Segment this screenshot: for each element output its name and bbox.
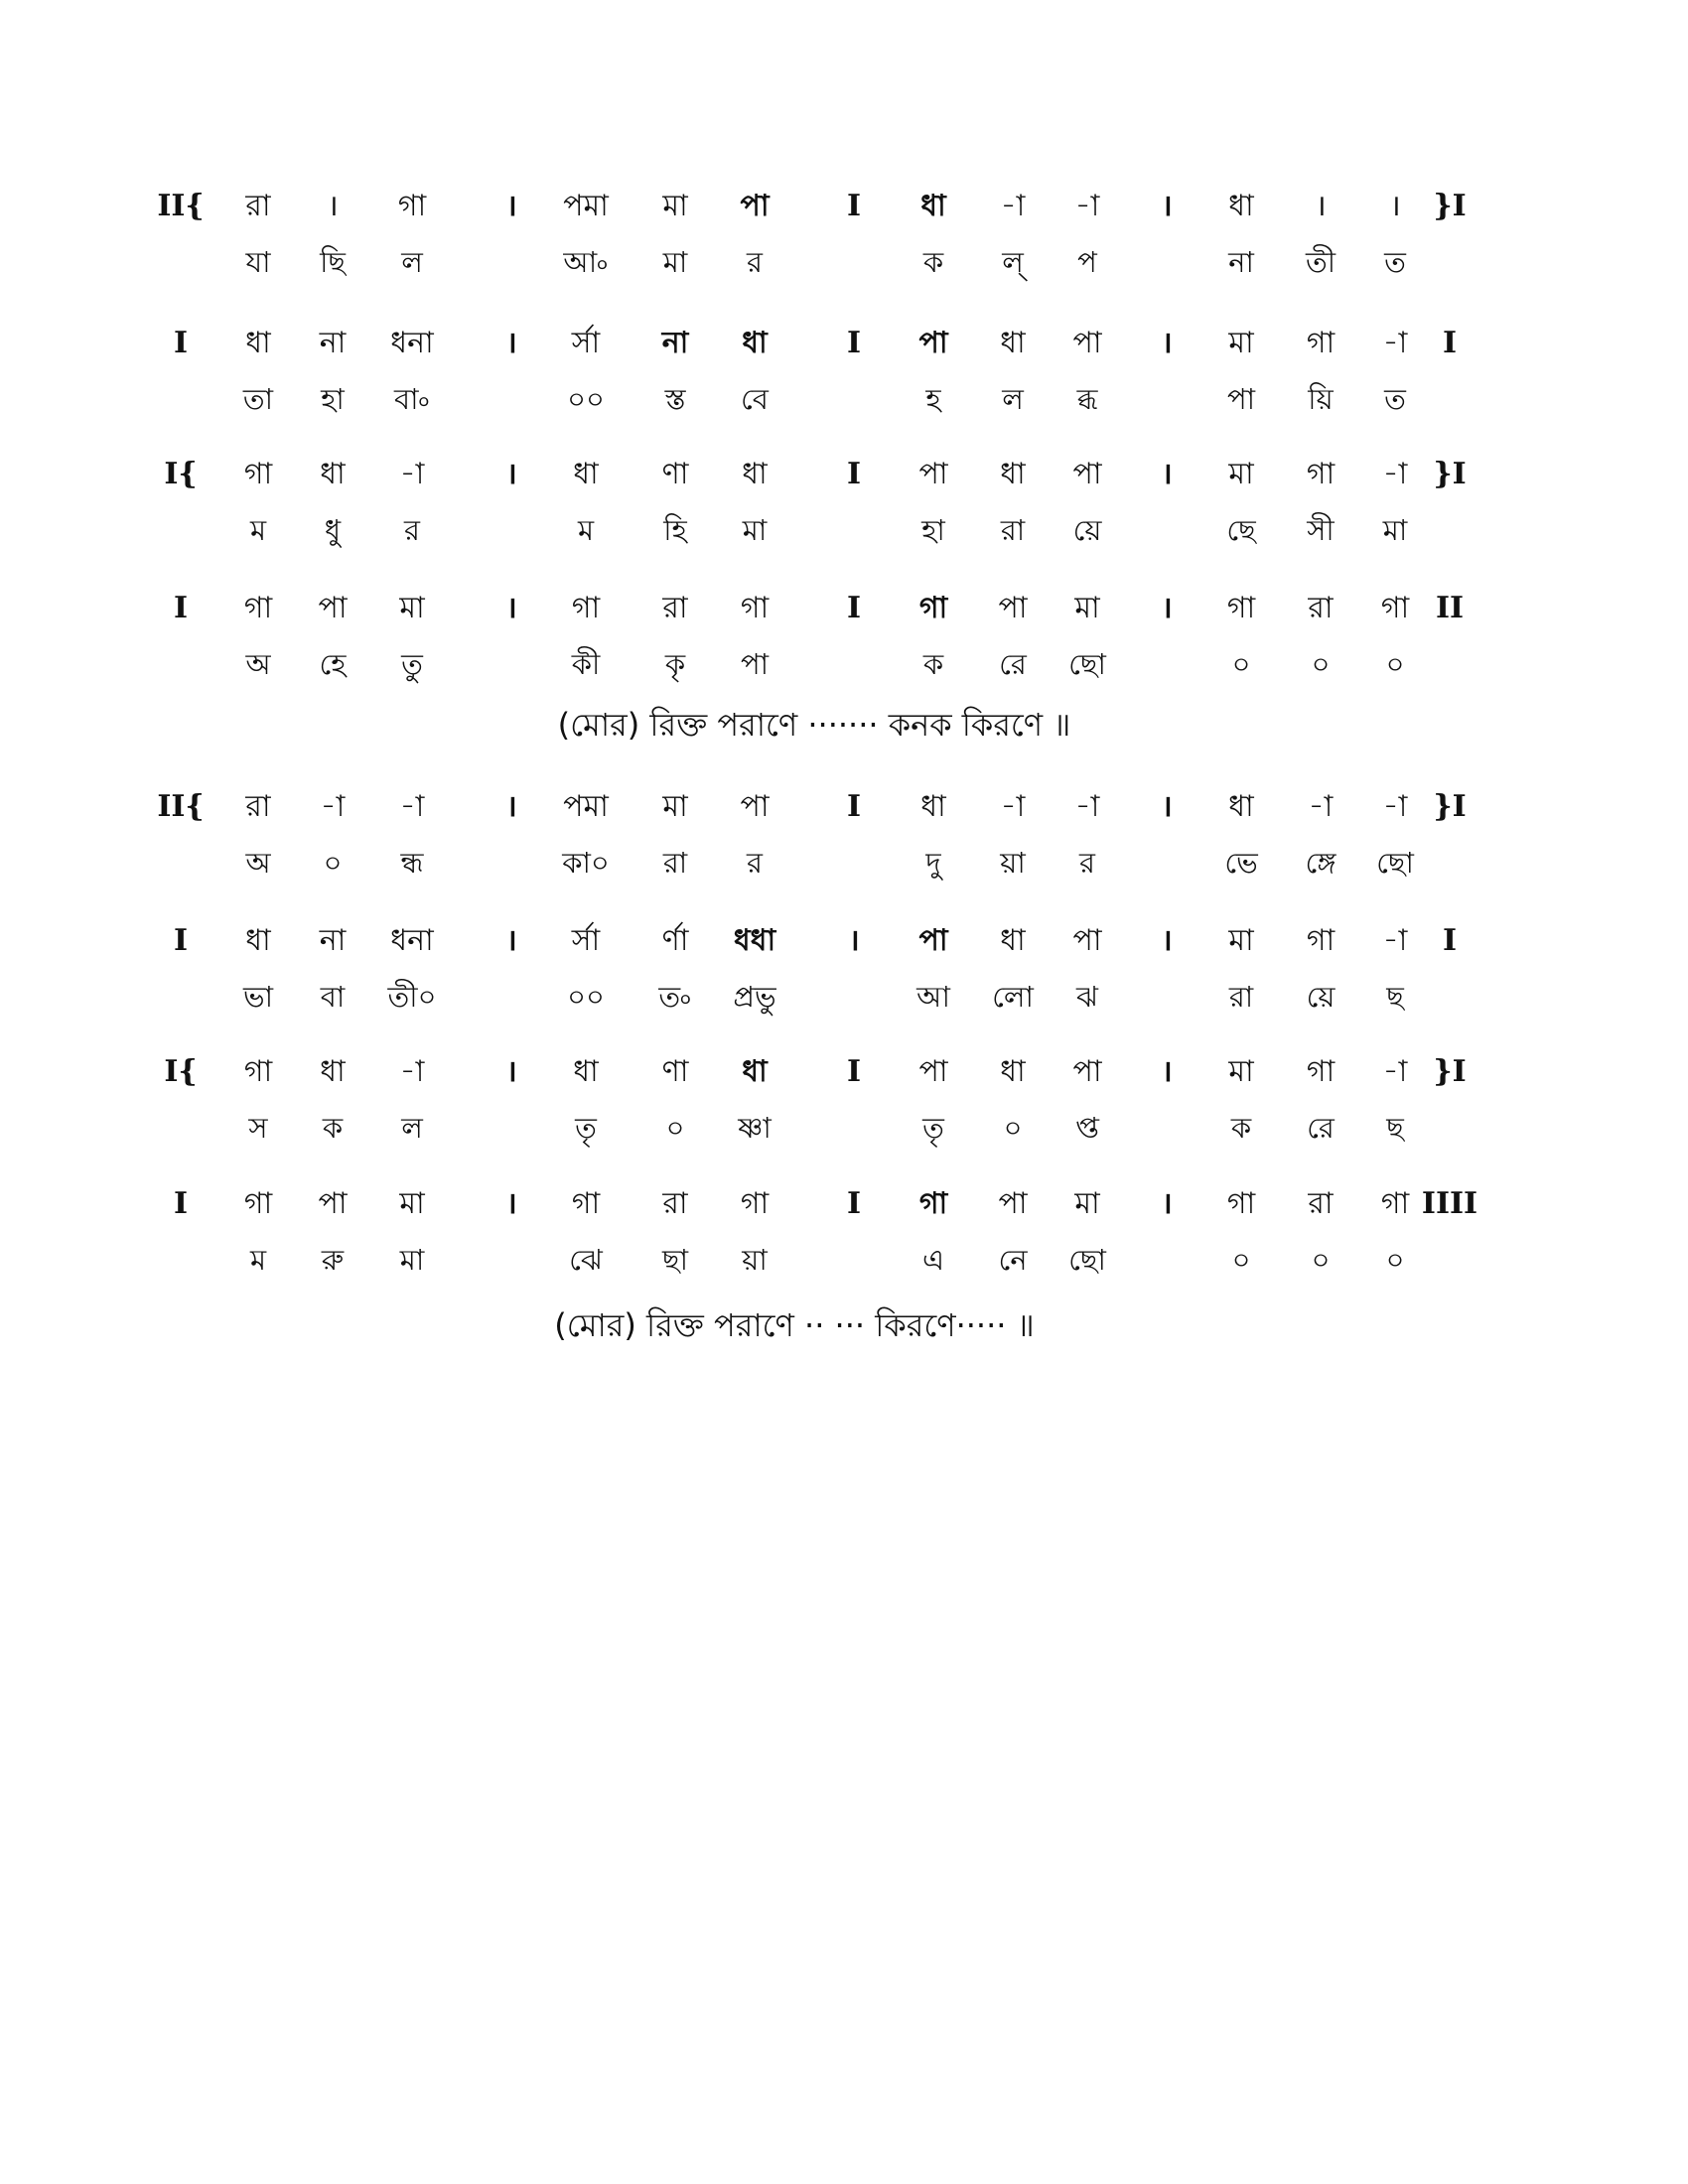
lyric-syllable: কা০: [562, 846, 610, 880]
note-cell: -া: [1308, 789, 1334, 824]
lyric-syllable: পা: [1226, 382, 1256, 416]
note-row: [159, 447, 1509, 502]
lyric-syllable: রু: [321, 1243, 345, 1277]
lyric-syllable: ০: [1231, 647, 1251, 681]
note-cell: ধা: [1000, 457, 1026, 491]
bar-marker: II{: [157, 189, 205, 223]
note-cell: মা: [1074, 591, 1100, 625]
note-cell: গা: [243, 591, 273, 625]
lyric-syllable: ক: [1230, 1111, 1252, 1145]
bar-marker: }I: [1433, 789, 1467, 824]
lyric-syllable: ন্ধ: [400, 846, 424, 880]
bar-marker: II: [1435, 591, 1465, 625]
note-row: [159, 1044, 1509, 1100]
note-cell: মা: [1228, 1054, 1254, 1089]
stave-7: [159, 1044, 1509, 1158]
note-cell: ধনা: [390, 923, 434, 958]
note-cell: ধা: [1000, 923, 1026, 958]
note-cell: ধা: [1228, 789, 1254, 824]
note-cell: পা: [1072, 923, 1102, 958]
note-cell: মা: [662, 189, 688, 223]
bar-marker: ।: [848, 923, 860, 958]
note-cell: না: [319, 923, 347, 958]
bar-marker: ।: [505, 591, 517, 625]
note-cell: গা: [740, 1186, 770, 1221]
lyric-syllable: য়ে: [1306, 980, 1336, 1014]
bar-marker: I: [846, 591, 862, 625]
lyric-syllable: ষ্ণা: [738, 1111, 772, 1145]
lyric-syllable: লো: [992, 980, 1034, 1014]
note-cell: র্সা: [571, 326, 601, 360]
note-cell: গা: [1306, 923, 1336, 958]
bar-marker: I: [846, 1186, 862, 1221]
lyric-syllable: রা: [1228, 980, 1254, 1014]
note-cell: ।: [1315, 189, 1327, 223]
bar-marker: ।: [505, 1054, 517, 1089]
note-row: [159, 913, 1509, 969]
lyric-syllable: মা: [1382, 513, 1408, 547]
note-cell: গা: [918, 1186, 948, 1221]
note-cell: -া: [1382, 789, 1408, 824]
lyric-syllable: ছ: [1386, 980, 1404, 1014]
note-cell: রা: [662, 1186, 688, 1221]
lyric-syllable: হা: [321, 382, 345, 416]
lyric-syllable: তৃ: [922, 1111, 944, 1145]
refrain-line: (মোর) রিক্ত পরাণে ·· ··· কিরণে····· ॥: [554, 1306, 1035, 1344]
note-cell: মা: [399, 1186, 425, 1221]
lyric-syllable: সী: [1307, 513, 1335, 547]
lyric-syllable: রা: [1000, 513, 1026, 547]
bar-marker: I: [846, 1054, 862, 1089]
note-cell: পা: [1072, 457, 1102, 491]
bar-marker: ।: [1161, 923, 1173, 958]
bar-marker: I: [173, 923, 189, 958]
bar-marker: I: [846, 789, 862, 824]
bar-marker: I: [173, 326, 189, 360]
note-cell: ।: [327, 189, 339, 223]
note-cell: -া: [320, 789, 346, 824]
lyric-syllable: কৃ: [664, 647, 686, 681]
note-cell: রা: [245, 789, 271, 824]
note-cell: গা: [1226, 1186, 1256, 1221]
lyric-syllable: রে: [1307, 1111, 1335, 1145]
lyric-syllable: র: [747, 245, 763, 279]
note-cell: গা: [1380, 1186, 1410, 1221]
note-cell: -া: [399, 1054, 425, 1089]
bar-marker: }I: [1433, 1054, 1467, 1089]
lyric-syllable: বা: [320, 980, 346, 1014]
note-cell: ধা: [1000, 326, 1026, 360]
stave-4: [159, 581, 1509, 694]
lyric-syllable: ০: [1003, 1111, 1023, 1145]
lyric-row: [159, 969, 1509, 1026]
note-cell: পা: [998, 591, 1028, 625]
lyric-syllable: ঝ: [1076, 980, 1098, 1014]
note-row: [159, 581, 1509, 636]
lyric-syllable: হ: [925, 382, 941, 416]
stave-8: [159, 1176, 1509, 1290]
lyric-syllable: য়া: [1000, 846, 1026, 880]
note-row: [159, 179, 1509, 234]
lyric-syllable: ০: [1311, 1243, 1331, 1277]
lyric-syllable: আ: [916, 980, 950, 1014]
lyric-syllable: প: [1077, 245, 1097, 279]
lyric-syllable: ধু: [324, 513, 342, 547]
lyric-syllable: রে: [999, 647, 1027, 681]
lyric-row: [159, 1100, 1509, 1158]
bar-marker: IIII: [1421, 1186, 1478, 1221]
bar-marker: I: [173, 591, 189, 625]
lyric-syllable: ছা: [662, 1243, 688, 1277]
note-cell: -া: [1382, 326, 1408, 360]
note-cell: পা: [1072, 1054, 1102, 1089]
lyric-syllable: বে: [741, 382, 769, 416]
bar-marker: I{: [164, 457, 198, 491]
bar-marker: II{: [157, 789, 205, 824]
lyric-syllable: ল: [401, 1111, 423, 1145]
bar-marker: ।: [1161, 457, 1173, 491]
lyric-syllable: ০: [665, 1111, 685, 1145]
note-cell: পা: [918, 923, 948, 958]
lyric-syllable: ছ: [1386, 1111, 1404, 1145]
lyric-syllable: ভে: [1224, 846, 1258, 880]
note-cell: পমা: [563, 789, 609, 824]
note-cell: গা: [571, 591, 601, 625]
note-cell: গা: [1306, 326, 1336, 360]
bar-marker: ।: [505, 1186, 517, 1221]
bar-marker: I{: [164, 1054, 198, 1089]
bar-marker: ।: [1161, 1186, 1173, 1221]
note-cell: পা: [318, 591, 348, 625]
lyric-syllable: ছো: [1376, 846, 1414, 880]
stave-1: [159, 179, 1509, 292]
lyric-syllable: ত: [1384, 382, 1406, 416]
lyric-syllable: ম: [577, 513, 595, 547]
lyric-syllable: তা: [242, 382, 274, 416]
bar-marker: I: [846, 457, 862, 491]
lyric-syllable: ম: [249, 1243, 267, 1277]
lyric-syllable: ছো: [1068, 647, 1106, 681]
note-cell: -া: [399, 457, 425, 491]
lyric-syllable: ০: [1385, 647, 1405, 681]
lyric-syllable: এ: [921, 1243, 945, 1277]
lyric-syllable: ঝে: [569, 1243, 603, 1277]
note-cell: ধা: [1000, 1054, 1026, 1089]
lyric-syllable: যা: [245, 245, 271, 279]
note-cell: ণা: [661, 1054, 689, 1089]
lyric-syllable: তী০: [387, 980, 437, 1014]
note-cell: গা: [571, 1186, 601, 1221]
note-cell: পা: [918, 326, 948, 360]
stave-3: [159, 447, 1509, 560]
note-cell: পা: [318, 1186, 348, 1221]
note-cell: ।: [1389, 189, 1401, 223]
stave-2: [159, 316, 1509, 429]
lyric-syllable: অ: [245, 647, 271, 681]
bar-marker: I: [1442, 923, 1458, 958]
lyric-syllable: বা৹: [394, 382, 430, 416]
note-cell: ধধা: [733, 923, 776, 958]
lyric-syllable: তৃ: [575, 1111, 597, 1145]
stave-5: [159, 779, 1509, 892]
lyric-syllable: ০: [323, 846, 343, 880]
note-row: [159, 779, 1509, 835]
note-cell: মা: [1228, 923, 1254, 958]
note-cell: পা: [918, 1054, 948, 1089]
note-cell: ণা: [661, 457, 689, 491]
bar-marker: ।: [505, 189, 517, 223]
lyric-syllable: ০০: [567, 980, 605, 1014]
note-cell: ধা: [245, 923, 271, 958]
bar-marker: ।: [505, 789, 517, 824]
note-cell: গা: [1306, 457, 1336, 491]
note-cell: মা: [399, 591, 425, 625]
note-cell: ধা: [573, 1054, 599, 1089]
lyric-syllable: ক: [922, 245, 944, 279]
lyric-row: [159, 835, 1509, 892]
bar-marker: I: [173, 1186, 189, 1221]
bar-marker: ।: [1161, 326, 1173, 360]
lyric-row: [159, 502, 1509, 560]
lyric-syllable: প্ত: [1075, 1111, 1099, 1145]
lyric-syllable: ছি: [320, 245, 346, 279]
lyric-syllable: দু: [925, 846, 941, 880]
bar-marker: ।: [1161, 591, 1173, 625]
lyric-syllable: মা: [742, 513, 768, 547]
note-cell: পা: [740, 189, 770, 223]
note-cell: -া: [1000, 189, 1026, 223]
note-cell: গা: [243, 457, 273, 491]
lyric-syllable: ক: [922, 647, 944, 681]
lyric-syllable: ছো: [1068, 1243, 1106, 1277]
note-cell: -া: [1074, 789, 1100, 824]
lyric-syllable: ল্: [1002, 245, 1024, 279]
bar-marker: ।: [1161, 189, 1173, 223]
lyric-syllable: মা: [662, 245, 688, 279]
bar-marker: I: [846, 326, 862, 360]
lyric-syllable: না: [1228, 245, 1254, 279]
lyric-syllable: য়ে: [1072, 513, 1102, 547]
note-cell: -া: [1382, 457, 1408, 491]
lyric-syllable: ক: [322, 1111, 344, 1145]
lyric-syllable: ০০: [567, 382, 605, 416]
note-cell: ধা: [573, 457, 599, 491]
lyric-syllable: নে: [998, 1243, 1028, 1277]
note-cell: র্ণা: [661, 923, 689, 958]
note-cell: গা: [1380, 591, 1410, 625]
note-cell: মা: [662, 789, 688, 824]
lyric-syllable: প্রভু: [733, 980, 776, 1014]
note-cell: পমা: [563, 189, 609, 223]
lyric-row: [159, 1232, 1509, 1290]
note-cell: মা: [1074, 1186, 1100, 1221]
lyric-syllable: র: [747, 846, 763, 880]
lyric-syllable: র: [1079, 846, 1095, 880]
note-cell: ধা: [920, 189, 946, 223]
bar-marker: ।: [505, 457, 517, 491]
lyric-syllable: পা: [740, 647, 770, 681]
note-cell: -া: [1382, 923, 1408, 958]
lyric-syllable: আ৹: [563, 245, 609, 279]
bar-marker: ।: [1161, 789, 1173, 824]
bar-marker: ।: [1161, 1054, 1173, 1089]
lyric-syllable: ০: [1311, 647, 1331, 681]
lyric-syllable: ত: [1384, 245, 1406, 279]
note-cell: -া: [1074, 189, 1100, 223]
lyric-syllable: ঙ্গে: [1305, 846, 1336, 880]
note-cell: ধা: [742, 1054, 768, 1089]
stave-6: [159, 913, 1509, 1026]
note-cell: গা: [243, 1054, 273, 1089]
bar-marker: }I: [1433, 457, 1467, 491]
note-cell: ধা: [1228, 189, 1254, 223]
note-cell: ধনা: [390, 326, 434, 360]
note-cell: না: [319, 326, 347, 360]
lyric-syllable: রা: [662, 846, 688, 880]
note-cell: ধা: [245, 326, 271, 360]
lyric-syllable: হি: [663, 513, 687, 547]
note-cell: না: [661, 326, 689, 360]
lyric-syllable: অ: [245, 846, 271, 880]
lyric-syllable: ল: [401, 245, 423, 279]
note-cell: -া: [1382, 1054, 1408, 1089]
note-cell: গা: [397, 189, 427, 223]
lyric-syllable: ল: [1002, 382, 1024, 416]
lyric-syllable: ০: [1231, 1243, 1251, 1277]
note-cell: ধা: [320, 457, 346, 491]
lyric-syllable: হা: [921, 513, 945, 547]
note-row: [159, 1176, 1509, 1232]
note-cell: মা: [1228, 457, 1254, 491]
lyric-syllable: মা: [399, 1243, 425, 1277]
lyric-syllable: ম: [249, 513, 267, 547]
note-cell: -া: [399, 789, 425, 824]
note-cell: পা: [740, 789, 770, 824]
lyric-syllable: ছে: [1226, 513, 1256, 547]
lyric-syllable: তু: [401, 647, 423, 681]
note-cell: ধা: [920, 789, 946, 824]
note-cell: ধা: [742, 326, 768, 360]
lyric-row: [159, 636, 1509, 694]
lyric-syllable: হে: [319, 647, 347, 681]
note-cell: পা: [1072, 326, 1102, 360]
note-cell: -া: [1000, 789, 1026, 824]
note-cell: রা: [245, 189, 271, 223]
bar-marker: ।: [505, 326, 517, 360]
note-cell: গা: [1226, 591, 1256, 625]
note-row: [159, 316, 1509, 371]
lyric-syllable: ভা: [242, 980, 274, 1014]
bar-marker: I: [846, 189, 862, 223]
note-cell: গা: [1306, 1054, 1336, 1089]
lyric-row: [159, 234, 1509, 292]
lyric-syllable: য়া: [742, 1243, 768, 1277]
note-cell: গা: [918, 591, 948, 625]
lyric-syllable: য়ি: [1308, 382, 1334, 416]
lyric-syllable: তী: [1305, 245, 1336, 279]
note-cell: ধা: [742, 457, 768, 491]
note-cell: গা: [243, 1186, 273, 1221]
note-cell: রা: [1308, 1186, 1334, 1221]
lyric-syllable: কী: [571, 647, 601, 681]
lyric-syllable: ০: [1385, 1243, 1405, 1277]
lyric-syllable: ত৹: [658, 980, 692, 1014]
note-cell: র্সা: [571, 923, 601, 958]
bar-marker: ।: [505, 923, 517, 958]
note-cell: রা: [1308, 591, 1334, 625]
lyric-syllable: ব্ধ: [1076, 382, 1098, 416]
note-cell: মা: [1228, 326, 1254, 360]
note-cell: গা: [740, 591, 770, 625]
note-cell: পা: [998, 1186, 1028, 1221]
refrain-line: (মোর) রিক্ত পরাণে ······· কনক কিরণে ॥: [557, 706, 1071, 744]
note-cell: ধা: [320, 1054, 346, 1089]
note-cell: পা: [918, 457, 948, 491]
bar-marker: }I: [1433, 189, 1467, 223]
lyric-syllable: স: [248, 1111, 268, 1145]
note-cell: রা: [662, 591, 688, 625]
lyric-syllable: র: [404, 513, 420, 547]
lyric-row: [159, 371, 1509, 429]
bar-marker: I: [1442, 326, 1458, 360]
lyric-syllable: স্ত: [664, 382, 686, 416]
